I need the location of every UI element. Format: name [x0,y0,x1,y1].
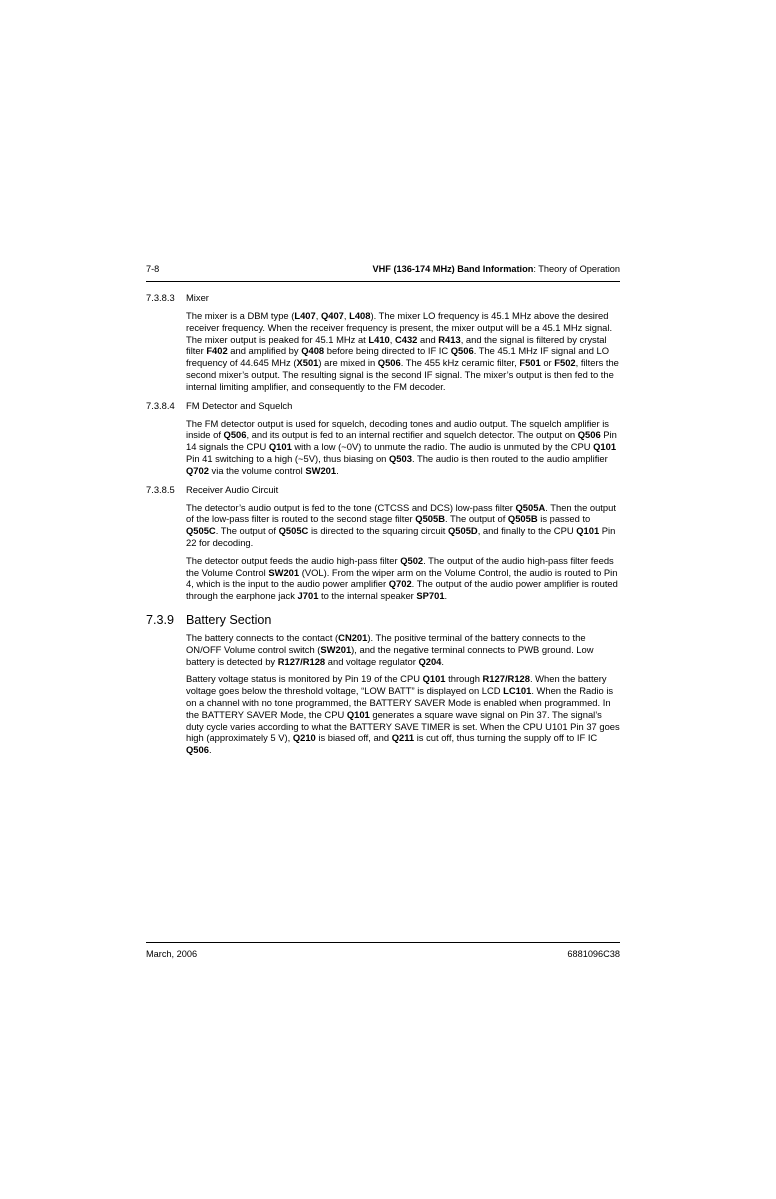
component-ref: SW201 [320,643,352,655]
component-ref: Q506 [223,429,247,441]
text-run: . When the battery voltage goes below the threshold voltage, “LOW BATT” is displayed on LCD [186,673,607,697]
section-number: 7.3.9 [146,612,175,627]
footer-doc-number: 6881096C38 [567,949,620,959]
text-run: . When the Radio is on a channel with no tone programmed, the BATTERY SAVER Mode is enabled when programmed. In the BATTERY SAVER Mode, the CPU [186,685,614,720]
page-header [146,264,620,278]
component-ref: Q210 [292,732,316,744]
text-run: , filters the second mixer’s output. The resulting signal is the second IF signal. The mixer’s output is then fed to the internal limiting amplifier, and consequently to the FM decoder. [186,357,619,392]
text-run: . The output of [445,513,508,525]
component-ref: Q702 [388,578,412,590]
text-run: . The 45.1 MHz IF signal and LO frequency of 44.645 MHz ( [186,345,610,369]
text-run: Battery voltage status is monitored by Pin 19 of the CPU [186,673,423,685]
subsection-heading [146,483,620,496]
text-run: ), and the negative terminal connects to PWB ground. Low battery is detected by [186,643,594,667]
text-run: and [417,333,439,345]
footer-rule [146,942,620,943]
component-ref: Q101 [268,441,292,453]
text-run: . Then the output of the low-pass filter is routed to the second stage filter [186,501,616,525]
text-run: to the internal speaker [318,590,417,602]
text-run: generates a square wave signal on Pin 37. The signal’s duty cycle varies according to what the BATTERY SAVE TIMER is set. When the CPU U101 Pin 37 goes high (approximately 5 V), [186,708,620,744]
text-run: , and finally to the CPU [477,525,577,537]
text-run: is directed to the squaring circuit [308,525,448,537]
component-ref: Q505B [415,513,446,525]
component-ref: R127/R128 [277,655,326,667]
component-ref: F502 [554,357,576,369]
subsection-number: 7.3.8.5 [146,483,175,495]
text-run: . [444,590,448,602]
battery-section [146,612,620,756]
text-run: The detector’s audio output is fed to the tone (CTCSS and DCS) low-pass filter [186,501,516,513]
text-run: ). The mixer LO frequency is 45.1 MHz above the desired receiver frequency. When the receiver frequency is present, the mixer output will be a 45.1 MHz signal. The mixer output is peaked for 45.1 MHz at [186,310,613,345]
text-run: . The output of [215,525,279,537]
subsection [146,483,620,602]
subsection [146,291,620,393]
component-ref: L410 [368,333,390,345]
component-ref: J701 [297,590,319,602]
page-number: 7-8 [146,264,160,274]
text-run: (VOL). From the wiper arm on the Volume Control, the audio is routed to Pin 4, which is the input to the audio power amplifier [186,566,618,590]
text-run: ). The positive terminal of the battery connects to the ON/OFF Volume control switch ( [186,631,586,655]
text-run: through [445,673,483,685]
text-run: before being directed to IF IC [324,345,451,357]
component-ref: Q101 [346,708,370,720]
component-ref: R413 [438,333,461,345]
text-run: . [441,655,444,667]
text-run: , [389,333,395,345]
text-run: . The output of the audio power amplifier is routed through the earphone jack [186,578,618,602]
component-ref: Q407 [320,310,344,321]
component-ref: SW201 [268,566,300,578]
text-run: The battery connects to the contact ( [186,631,339,643]
component-ref: L408 [349,310,371,321]
page-footer [146,949,620,963]
text-run: and voltage regulator [325,655,419,667]
component-ref: Q503 [389,452,412,464]
component-ref: Q505A [515,501,546,513]
text-run: , and its output is fed to an internal rectifier and squelch detector. The output on [246,429,578,441]
component-ref: Q211 [391,732,415,744]
header-rule [146,281,620,282]
subsection-number: 7.3.8.4 [146,399,175,411]
section-title: Battery Section [186,612,272,627]
component-ref: Q204 [418,655,442,667]
component-ref: Q505D [448,525,478,537]
component-ref: Q408 [301,345,325,357]
subsection-heading [146,399,620,412]
text-run: The detector output feeds the audio high-pass filter [186,554,401,566]
subsection-heading [146,291,620,304]
header-title-bold: VHF (136-174 MHz) Band Information [372,264,534,274]
battery-paragraphs [146,632,620,756]
component-ref: LC101 [503,685,532,697]
paragraph [186,632,620,667]
component-ref: Q101 [422,673,446,685]
component-ref: Q506 [450,345,474,357]
paragraph [186,502,620,549]
paragraph [186,310,620,393]
text-run: . The 455 kHz ceramic filter, [400,357,520,369]
text-run: . The output of the audio high-pass filter feeds the Volume Control [186,554,614,578]
section-heading [146,612,620,628]
header-title [373,264,620,274]
component-ref: Q505C [186,525,216,537]
subsection [146,399,620,477]
text-run: is passed to [537,513,591,525]
paragraph [186,673,620,756]
text-run: The FM detector output is used for squelch, decoding tones and audio output. The squelch amplifier is inside of [186,417,609,441]
component-ref: X501 [296,357,319,369]
component-ref: Q506 [577,429,601,441]
paragraph [186,555,620,602]
component-ref: Q502 [400,554,424,566]
component-ref: Q505C [278,525,309,537]
component-ref: Q101 [576,525,600,537]
text-run: and amplified by [227,345,302,357]
component-ref: C432 [394,333,418,345]
subsection-number: 7.3.8.3 [146,292,175,303]
component-ref: Q506 [186,744,209,756]
footer-date: March, 2006 [146,949,198,959]
subsection-title: Receiver Audio Circuit [186,483,279,495]
text-run: . The audio is then routed to the audio amplifier [411,452,608,464]
component-ref: Q702 [186,464,209,476]
component-ref: SP701 [416,590,445,602]
header-title-rest: : Theory of Operation [533,264,620,274]
text-run: , [315,310,321,321]
component-ref: F402 [206,345,228,357]
text-run: ) are mixed in [318,357,378,369]
subsection-title: Mixer [186,292,209,303]
component-ref: L407 [294,310,316,321]
paragraph [186,418,620,477]
text-run: The mixer is a DBM type ( [186,310,295,321]
component-ref: SW201 [305,464,337,476]
component-ref: F501 [519,357,541,369]
component-ref: R127/R128 [482,673,530,685]
text-run: . [336,464,339,476]
text-run: via the volume control [208,464,306,476]
text-run: or [540,357,555,369]
component-ref: CN201 [338,631,368,643]
component-ref: Q506 [377,357,401,369]
subsections [146,291,620,602]
text-run: , and the signal is filtered by crystal filter [186,333,607,357]
text-run: Pin 41 switching to a high (~5V), thus biasing on [186,452,389,464]
text-run: is biased off, and [315,732,392,744]
text-run: Pin 14 signals the CPU [186,429,617,453]
component-ref: Q101 [593,441,617,453]
subsection-title: FM Detector and Squelch [186,399,293,411]
text-run: , [343,310,350,321]
text-run: Pin 22 for decoding. [186,525,616,548]
main-content [146,291,620,762]
text-run: with a low (~0V) to unmute the radio. The audio is unmuted by the CPU [291,441,594,453]
text-run: is cut off, thus turning the supply off to IF IC [414,732,598,744]
component-ref: Q505B [507,513,538,525]
text-run: . [208,744,212,756]
